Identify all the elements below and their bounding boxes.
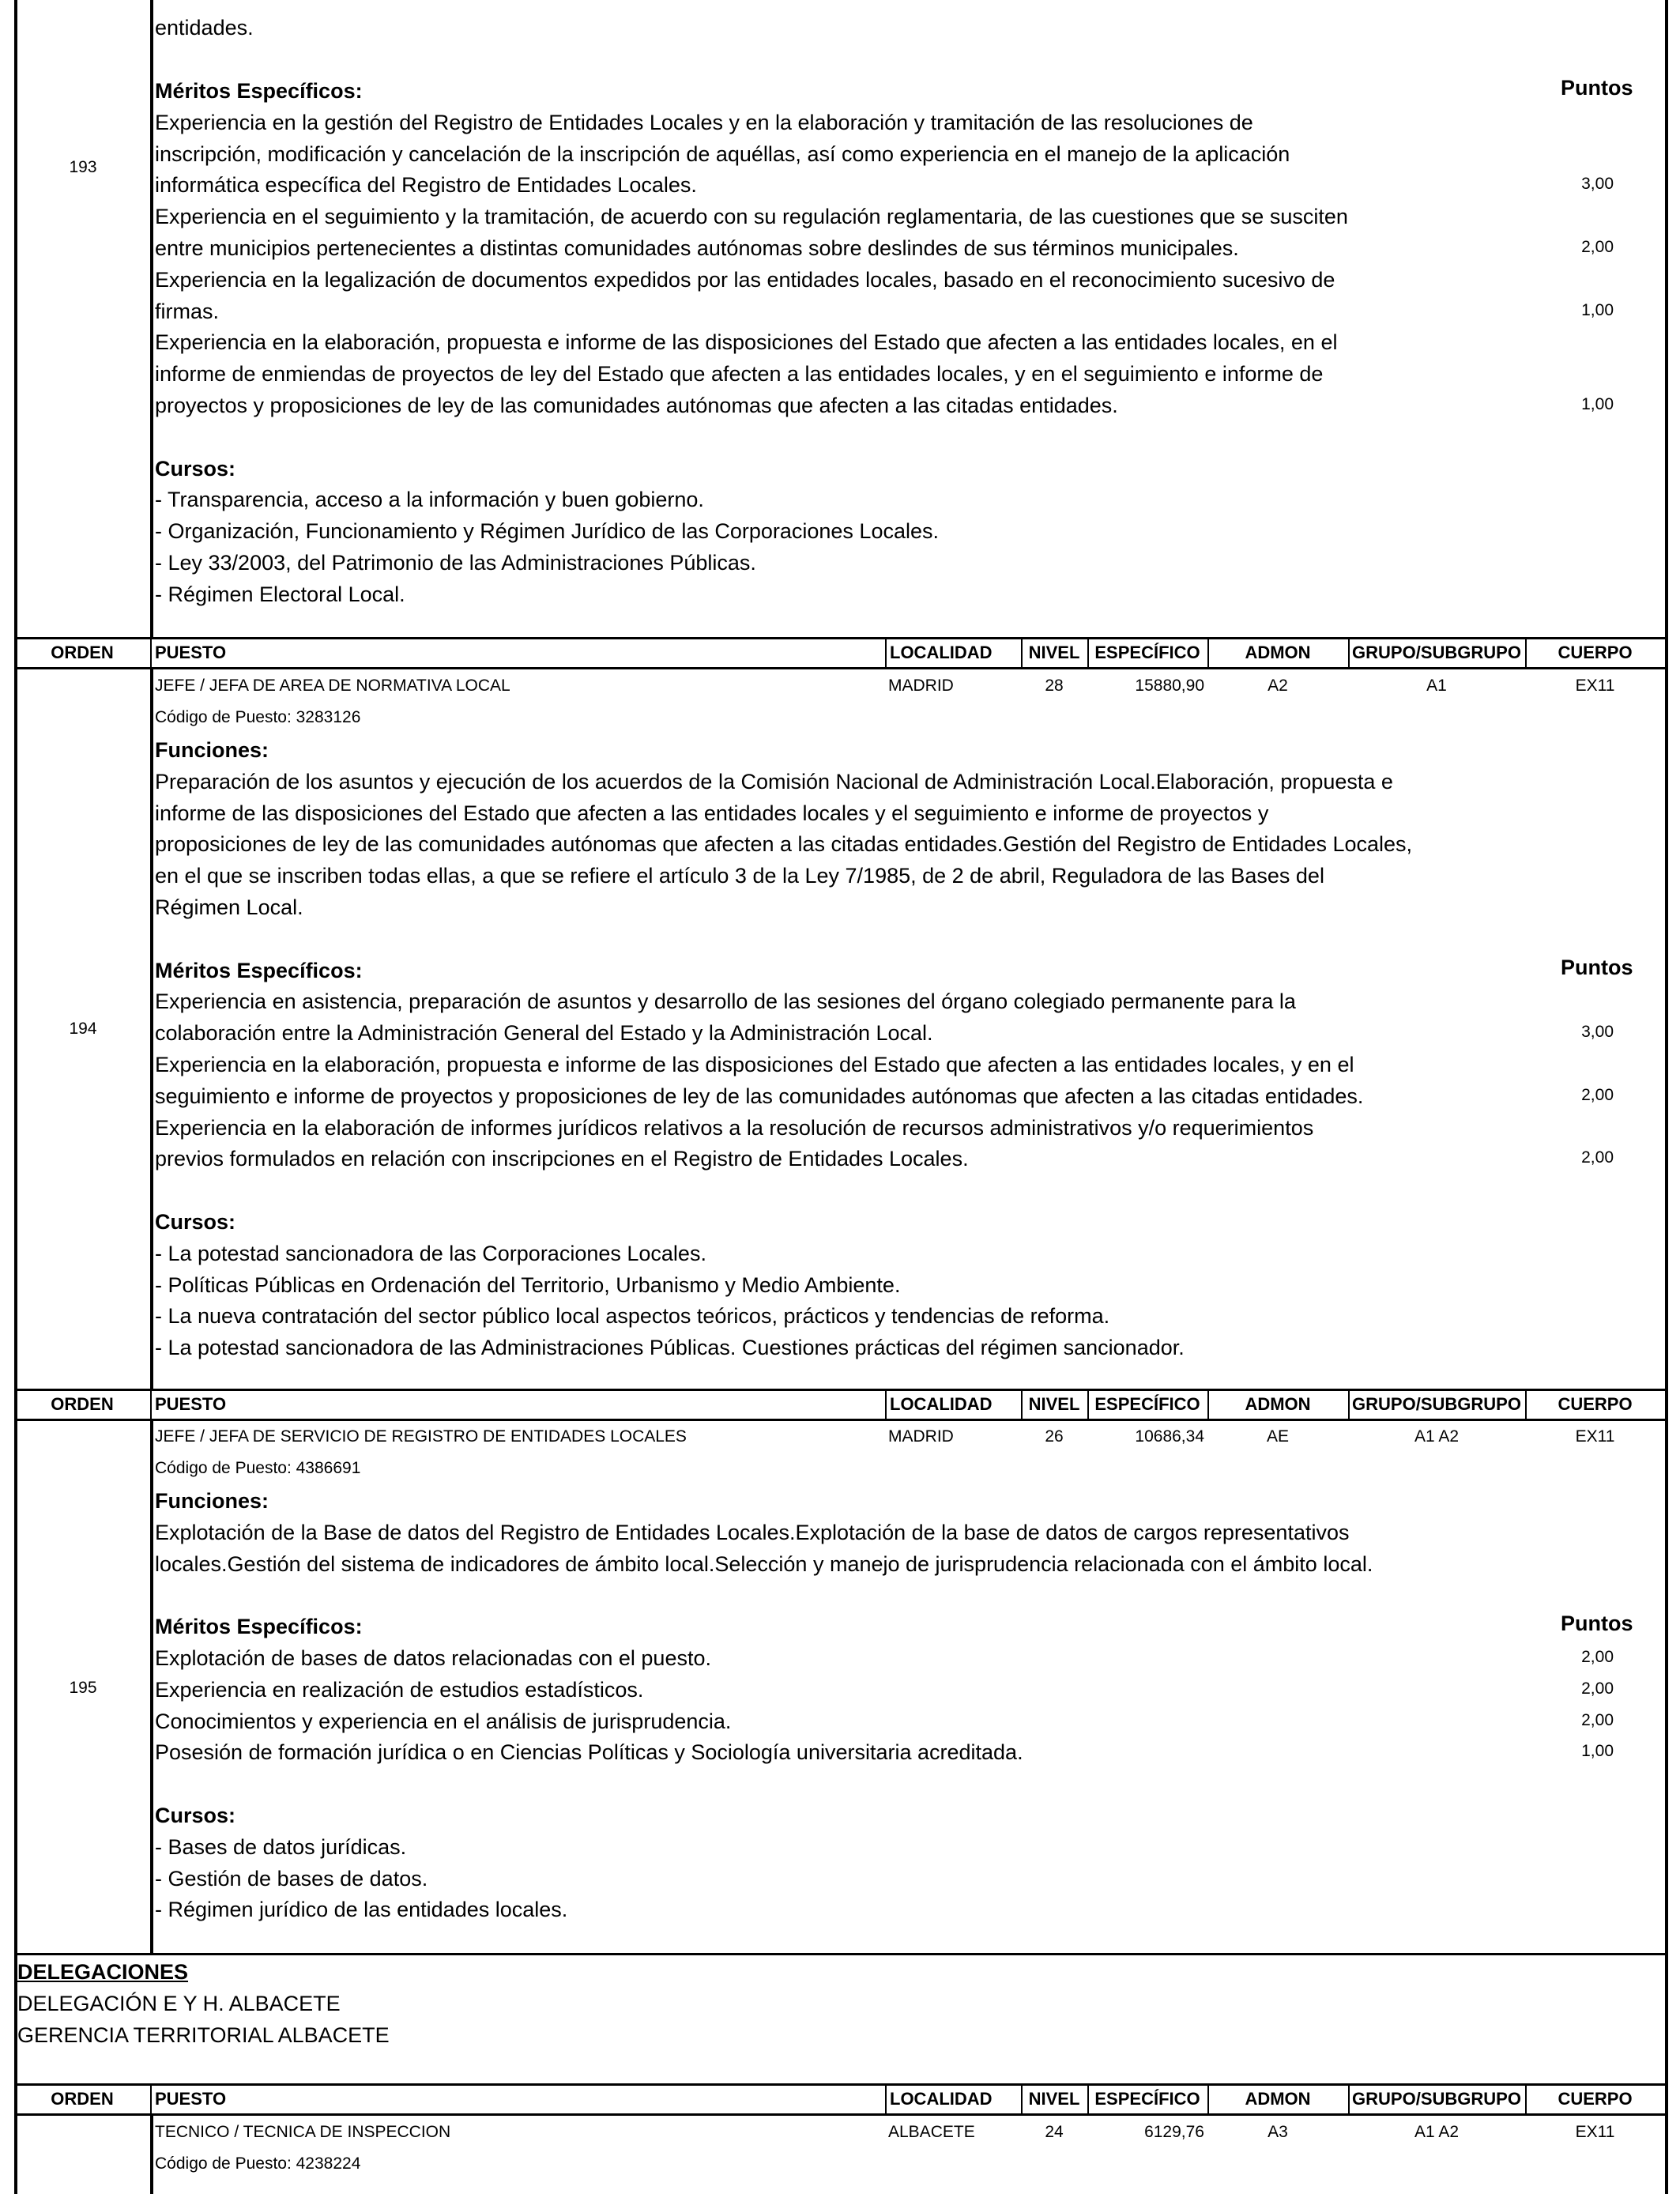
curso-item: - Organización, Funcionamiento y Régimen Jurídico de las Corporaciones Locales. [155, 519, 939, 544]
header-especifico: ESPECÍFICO [1094, 2089, 1200, 2109]
header-nivel: NIVEL [1028, 643, 1080, 662]
puesto-code: Código de Puesto: 3283126 [155, 708, 361, 726]
puesto-code: Código de Puesto: 4386691 [155, 1459, 361, 1477]
curso-item: - La nueva contratación del sector público local aspectos teóricos, prácticos y tendencias de reforma. [155, 1304, 1110, 1329]
merito-line: Experiencia en la elaboración, propuesta e informe de las disposiciones del Estado que afecten a las entidades locales, y en el [155, 1053, 1354, 1076]
curso-item: - Régimen Electoral Local. [155, 582, 405, 606]
header-nivel: NIVEL [1028, 1394, 1080, 1414]
header-cuerpo: CUERPO [1558, 2089, 1633, 2109]
merito-line: Experiencia en el seguimiento y la tramitación, de acuerdo con su regulación reglamentaria, de las cuestiones que se susciten [155, 205, 1348, 229]
merito-points: 2,00 [1581, 1679, 1614, 1698]
header-puesto: PUESTO [155, 643, 227, 662]
header-bottom-rule [14, 667, 1668, 669]
curso-item: - La potestad sancionadora de las Corporaciones Locales. [155, 1241, 706, 1265]
delegacion-line: DELEGACIÓN E Y H. ALBACETE [17, 1992, 341, 2015]
puesto-especifico: 15880,90 [1135, 677, 1204, 695]
header-column-divider [885, 637, 887, 667]
puesto-especifico: 6129,76 [1144, 2123, 1204, 2141]
header-top-rule [14, 2083, 1668, 2086]
meritos-heading: Méritos Específicos: [155, 79, 363, 103]
left-border [14, 0, 17, 637]
header-cuerpo: CUERPO [1558, 643, 1633, 662]
header-column-divider [150, 637, 152, 667]
merito-line: previos formulados en relación con inscripciones en el Registro de Entidades Locales. [155, 1147, 969, 1171]
cursos-heading: Cursos: [155, 1210, 236, 1234]
merito-line: Conocimientos y experiencia en el análisis de jurisprudencia. [155, 1709, 732, 1733]
puntos-label: Puntos [1561, 76, 1633, 100]
puntos-label: Puntos [1561, 1612, 1633, 1636]
header-grupo: GRUPO/SUBGRUPO [1352, 2089, 1521, 2109]
header-left-border [14, 2083, 17, 2116]
funciones-line: Régimen Local. [155, 895, 303, 919]
orden-divider [150, 2116, 153, 2194]
meritos-heading: Méritos Específicos: [155, 958, 363, 982]
funciones-heading: Funciones: [155, 738, 269, 762]
header-right-border [1665, 1389, 1668, 1421]
merito-line: Experiencia en la elaboración de informes jurídicos relativos a la resolución de recursos administrativos y/o requerimientos [155, 1115, 1314, 1140]
header-nivel: NIVEL [1028, 2089, 1080, 2109]
header-admon: ADMON [1245, 2089, 1311, 2109]
header-column-divider [885, 2083, 887, 2113]
delegaciones-title: DELEGACIONES [17, 1960, 189, 1984]
header-right-border [1665, 637, 1668, 669]
header-column-divider [150, 2083, 152, 2113]
right-border [1665, 1421, 1668, 1954]
merito-line: Experiencia en la gestión del Registro de Entidades Locales y en la elaboración y tramitación de las resoluciones de [155, 110, 1253, 134]
curso-item: - Transparencia, acceso a la información y buen gobierno. [155, 488, 704, 512]
merito-points: 2,00 [1581, 1148, 1614, 1167]
merito-line: Experiencia en asistencia, preparación de asuntos y desarrollo de las sesiones del órgano colegiado permanente para la [155, 990, 1296, 1014]
puesto-title: TECNICO / TECNICA DE INSPECCION [155, 2123, 451, 2141]
header-column-divider [150, 1389, 152, 1419]
orden-number: 195 [69, 1679, 97, 1697]
puntos-label: Puntos [1561, 955, 1633, 979]
funciones-line: Preparación de los asuntos y ejecución de los acuerdos de la Comisión Nacional de Administración Local.Elaboración, propuesta e [155, 769, 1393, 794]
header-especifico: ESPECÍFICO [1094, 643, 1200, 662]
merito-line: proyectos y proposiciones de ley de las comunidades autónomas que afecten a las citadas entidades. [155, 394, 1118, 417]
merito-points: 2,00 [1581, 1085, 1614, 1104]
header-top-rule [14, 1389, 1668, 1391]
header-localidad: LOCALIDAD [890, 1394, 993, 1414]
funciones-heading: Funciones: [155, 1489, 269, 1513]
right-border [1665, 2116, 1668, 2194]
header-grupo: GRUPO/SUBGRUPO [1352, 1394, 1521, 1414]
curso-item: - Gestión de bases de datos. [155, 1866, 428, 1891]
merito-points: 2,00 [1581, 1648, 1614, 1666]
right-border [1665, 1954, 1668, 2083]
funciones-line: locales.Gestión del sistema de indicadores de ámbito local.Selección y manejo de jurisprudencia relacionada con el ámbito local. [155, 1551, 1373, 1576]
puesto-code: Código de Puesto: 4238224 [155, 2154, 361, 2173]
header-admon: ADMON [1245, 1394, 1311, 1414]
header-grupo: GRUPO/SUBGRUPO [1352, 643, 1521, 662]
header-bottom-rule [14, 2113, 1668, 2116]
header-admon: ADMON [1245, 643, 1311, 662]
header-localidad: LOCALIDAD [890, 643, 993, 662]
merito-line: Experiencia en la legalización de documentos expedidos por las entidades locales, basado en el reconocimiento sucesivo de [155, 267, 1335, 292]
header-orden: ORDEN [51, 643, 114, 662]
puesto-admon: A3 [1268, 2123, 1288, 2141]
orden-number: 194 [69, 1020, 97, 1038]
right-border [1665, 669, 1668, 1389]
funciones-line: proposiciones de ley de las comunidades autónomas que afecten a las citadas entidades.Gestión del Registro de Entidades Locales, [155, 832, 1413, 857]
puesto-nivel: 26 [1045, 1427, 1064, 1446]
header-orden: ORDEN [51, 1394, 114, 1414]
funciones-line: informe de las disposiciones del Estado que afecten a las entidades locales y el seguimiento e informe de proyectos y [155, 801, 1269, 825]
puesto-nivel: 24 [1045, 2123, 1064, 2141]
puesto-cuerpo: EX11 [1575, 677, 1615, 695]
puesto-nivel: 28 [1045, 677, 1064, 695]
orden-divider [150, 0, 153, 637]
merito-line: entre municipios pertenecientes a distintas comunidades autónomas sobre deslindes de sus términos municipales. [155, 236, 1239, 260]
puesto-cuerpo: EX11 [1575, 2123, 1615, 2141]
funciones-text: entidades. [155, 16, 254, 40]
header-top-rule [14, 637, 1668, 639]
puesto-admon: A2 [1268, 677, 1288, 695]
puesto-grupo: A1 [1426, 677, 1447, 695]
puesto-cuerpo: EX11 [1575, 1427, 1615, 1446]
merito-points: 2,00 [1581, 1710, 1614, 1729]
section-rule [14, 1953, 1668, 1955]
puesto-localidad: MADRID [888, 1427, 954, 1446]
orden-divider [150, 1421, 153, 1954]
funciones-line: en el que se inscriben todas ellas, a que se refiere el artículo 3 de la Ley 7/1985, de 2 de abril, Reguladora de las Bases del [155, 864, 1324, 888]
merito-line: Experiencia en realización de estudios estadísticos. [155, 1677, 644, 1702]
merito-line: Explotación de bases de datos relacionadas con el puesto. [155, 1646, 711, 1670]
left-border [14, 669, 17, 1389]
gerencia-line: GERENCIA TERRITORIAL ALBACETE [17, 2023, 390, 2047]
merito-points: 3,00 [1581, 1023, 1614, 1042]
orden-divider [150, 669, 153, 1389]
merito-line: informática específica del Registro de Entidades Locales. [155, 173, 697, 198]
curso-item: - Ley 33/2003, del Patrimonio de las Administraciones Públicas. [155, 551, 756, 575]
merito-line: seguimiento e informe de proyectos y proposiciones de ley de las comunidades autónomas que afecten a las citadas entidades. [155, 1084, 1364, 1108]
merito-points: 1,00 [1581, 1742, 1614, 1761]
cursos-heading: Cursos: [155, 456, 236, 481]
puesto-title: JEFE / JEFA DE AREA DE NORMATIVA LOCAL [155, 677, 510, 695]
orden-number: 193 [69, 158, 97, 176]
left-border [14, 2116, 17, 2194]
meritos-heading: Méritos Específicos: [155, 1615, 363, 1639]
header-bottom-rule [14, 1419, 1668, 1421]
merito-line: colaboración entre la Administración General del Estado y la Administración Local. [155, 1021, 933, 1046]
left-border [14, 1421, 17, 1954]
right-border [1665, 0, 1668, 637]
curso-item: - Bases de datos jurídicas. [155, 1834, 407, 1859]
merito-line: inscripción, modificación y cancelación de la inscripción de aquéllas, así como experiencia en el manejo de la aplicación [155, 141, 1290, 166]
curso-item: - Régimen jurídico de las entidades locales. [155, 1898, 568, 1922]
merito-line: informe de enmiendas de proyectos de ley del Estado que afecten a las entidades locales, y en el seguimiento e informe de [155, 362, 1324, 386]
puesto-grupo: A1 A2 [1414, 2123, 1460, 2141]
merito-points: 1,00 [1581, 300, 1614, 319]
cursos-heading: Cursos: [155, 1804, 236, 1827]
puesto-especifico: 10686,34 [1135, 1427, 1204, 1446]
header-cuerpo: CUERPO [1558, 1394, 1633, 1414]
merito-points: 1,00 [1581, 395, 1614, 413]
header-localidad: LOCALIDAD [890, 2089, 993, 2109]
merito-points: 3,00 [1581, 175, 1614, 194]
merito-points: 2,00 [1581, 238, 1614, 256]
header-left-border [14, 637, 17, 669]
header-puesto: PUESTO [155, 2089, 227, 2109]
header-especifico: ESPECÍFICO [1094, 1394, 1200, 1414]
curso-item: - Políticas Públicas en Ordenación del Territorio, Urbanismo y Medio Ambiente. [155, 1272, 901, 1297]
merito-line: Experiencia en la elaboración, propuesta e informe de las disposiciones del Estado que afecten a las entidades locales, en el [155, 330, 1338, 355]
header-column-divider [885, 1389, 887, 1419]
puesto-title: JEFE / JEFA DE SERVICIO DE REGISTRO DE ENTIDADES LOCALES [155, 1427, 687, 1446]
merito-line: Posesión de formación jurídica o en Ciencias Políticas y Sociología universitaria acreditada. [155, 1740, 1023, 1765]
puesto-admon: AE [1266, 1427, 1289, 1446]
header-orden: ORDEN [51, 2089, 114, 2109]
header-puesto: PUESTO [155, 1394, 227, 1414]
puesto-localidad: ALBACETE [888, 2123, 975, 2141]
header-left-border [14, 1389, 17, 1421]
header-right-border [1665, 2083, 1668, 2116]
funciones-line: Explotación de la Base de datos del Registro de Entidades Locales.Explotación de la base de datos de cargos representativos [155, 1520, 1350, 1544]
curso-item: - La potestad sancionadora de las Administraciones Públicas. Cuestiones prácticas del régimen sancionador. [155, 1336, 1185, 1360]
puesto-localidad: MADRID [888, 677, 954, 695]
merito-line: firmas. [155, 299, 219, 323]
puesto-grupo: A1 A2 [1414, 1427, 1460, 1446]
